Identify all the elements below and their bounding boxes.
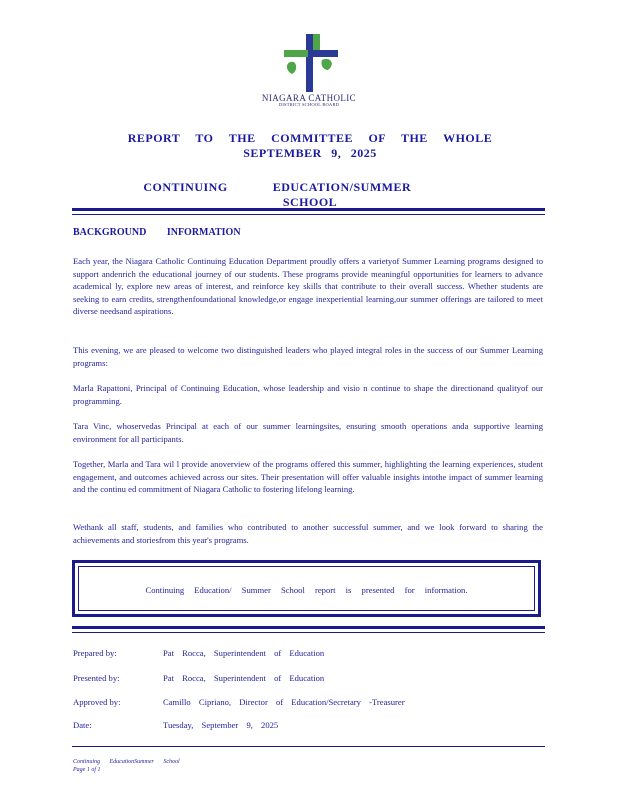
presented-by-label: Presented by:	[73, 673, 120, 683]
cross-blue-horizontal	[312, 50, 338, 57]
recommendation-box	[72, 560, 541, 617]
paragraph-tara: Tara Vinc, whoservedas Principal at each of our summer learningsites, ensuring smooth operations anda supportive learning environment for all participants.	[73, 421, 543, 444]
date-value: Tuesday, September 9, 2025	[163, 720, 279, 730]
logo-subtitle: DISTRICT SCHOOL BOARD	[278, 102, 340, 107]
leaf-right-icon	[321, 59, 331, 70]
divider-signoff-thin	[72, 632, 545, 633]
approved-by-value: Camillo Cipriano, Director of Education/Secretary -Treasurer	[163, 697, 405, 707]
cross-green-horizontal	[284, 50, 308, 57]
subject-part-3: SCHOOL	[282, 195, 338, 209]
date-label: Date:	[73, 720, 92, 730]
prepared-by-label: Prepared by:	[73, 648, 117, 658]
report-title: REPORT TO THE COMMITTEE OF THE WHOLE	[127, 131, 493, 145]
cross-green-top	[313, 34, 320, 50]
subject-part-2: EDUCATION/SUMMER	[272, 180, 412, 194]
recommendation-text: Continuing Education/ Summer School report is presented for information.	[145, 585, 468, 595]
leaf-left-icon	[287, 62, 296, 74]
paragraph-welcome: This evening, we are pleased to welcome two distinguished leaders who played integral roles in the success of our Summer Learning programs:	[73, 345, 543, 368]
divider-footer	[72, 746, 545, 747]
cross-blue-vertical	[306, 34, 313, 92]
footer-title: Continuing EducationSummer School	[73, 759, 180, 765]
presented-by-value: Pat Rocca, Superintendent of Education	[163, 673, 325, 683]
subject-part-1: CONTINUING	[143, 180, 228, 194]
section-heading: BACKGROUND INFORMATION	[73, 227, 241, 238]
page-footer	[73, 758, 180, 774]
prepared-by-value: Pat Rocca, Superintendent of Education	[163, 648, 325, 658]
divider-top	[72, 208, 545, 211]
logo-name: NIAGARA CATHOLIC	[261, 93, 357, 103]
report-date: SEPTEMBER 9, 2025	[243, 146, 377, 160]
paragraph-together: Together, Marla and Tara wil l provide anoverview of the programs offered this summer, highlighting the learning experiences, student engagement, and outcomes achieved across our sites. Their presentation will offer valuable insights intothe impact of summer learning and the continu ed commitment of Niagara Catholic to fostering lifelong learning.	[73, 459, 543, 495]
footer-page-number: Page 1 of 1	[73, 767, 101, 773]
approved-by-label: Approved by:	[73, 697, 121, 707]
paragraph-thanks: Wethank all staff, students, and families who contributed to another successful summer, and we look forward to sharing the achievements and storiesfrom this year's programs.	[73, 522, 543, 545]
divider-top-thin	[72, 214, 545, 215]
divider-signoff	[72, 626, 545, 629]
logo-text	[258, 93, 360, 107]
paragraph-marla: Marla Rapattoni, Principal of Continuing Education, whose leadership and visio n continue to shape the directionand qualityof our programming.	[73, 383, 543, 406]
report-subject	[120, 180, 500, 210]
paragraph-intro: Each year, the Niagara Catholic Continuing Education Department proudly offers a varietyof Summer Learning programs designed to support andenrich the educational journey of our students. These programs provide meaningful opportunities for learners to advance academical ly, explore new areas of interest, and reinforce key skills that contribute to their overall success. Whether students are seeking to earn credits, strengthenfoundational knowledge,or engage inexperiential learning,our summer offerings are tailored to meet diverse needsand aspirations.	[73, 256, 543, 317]
